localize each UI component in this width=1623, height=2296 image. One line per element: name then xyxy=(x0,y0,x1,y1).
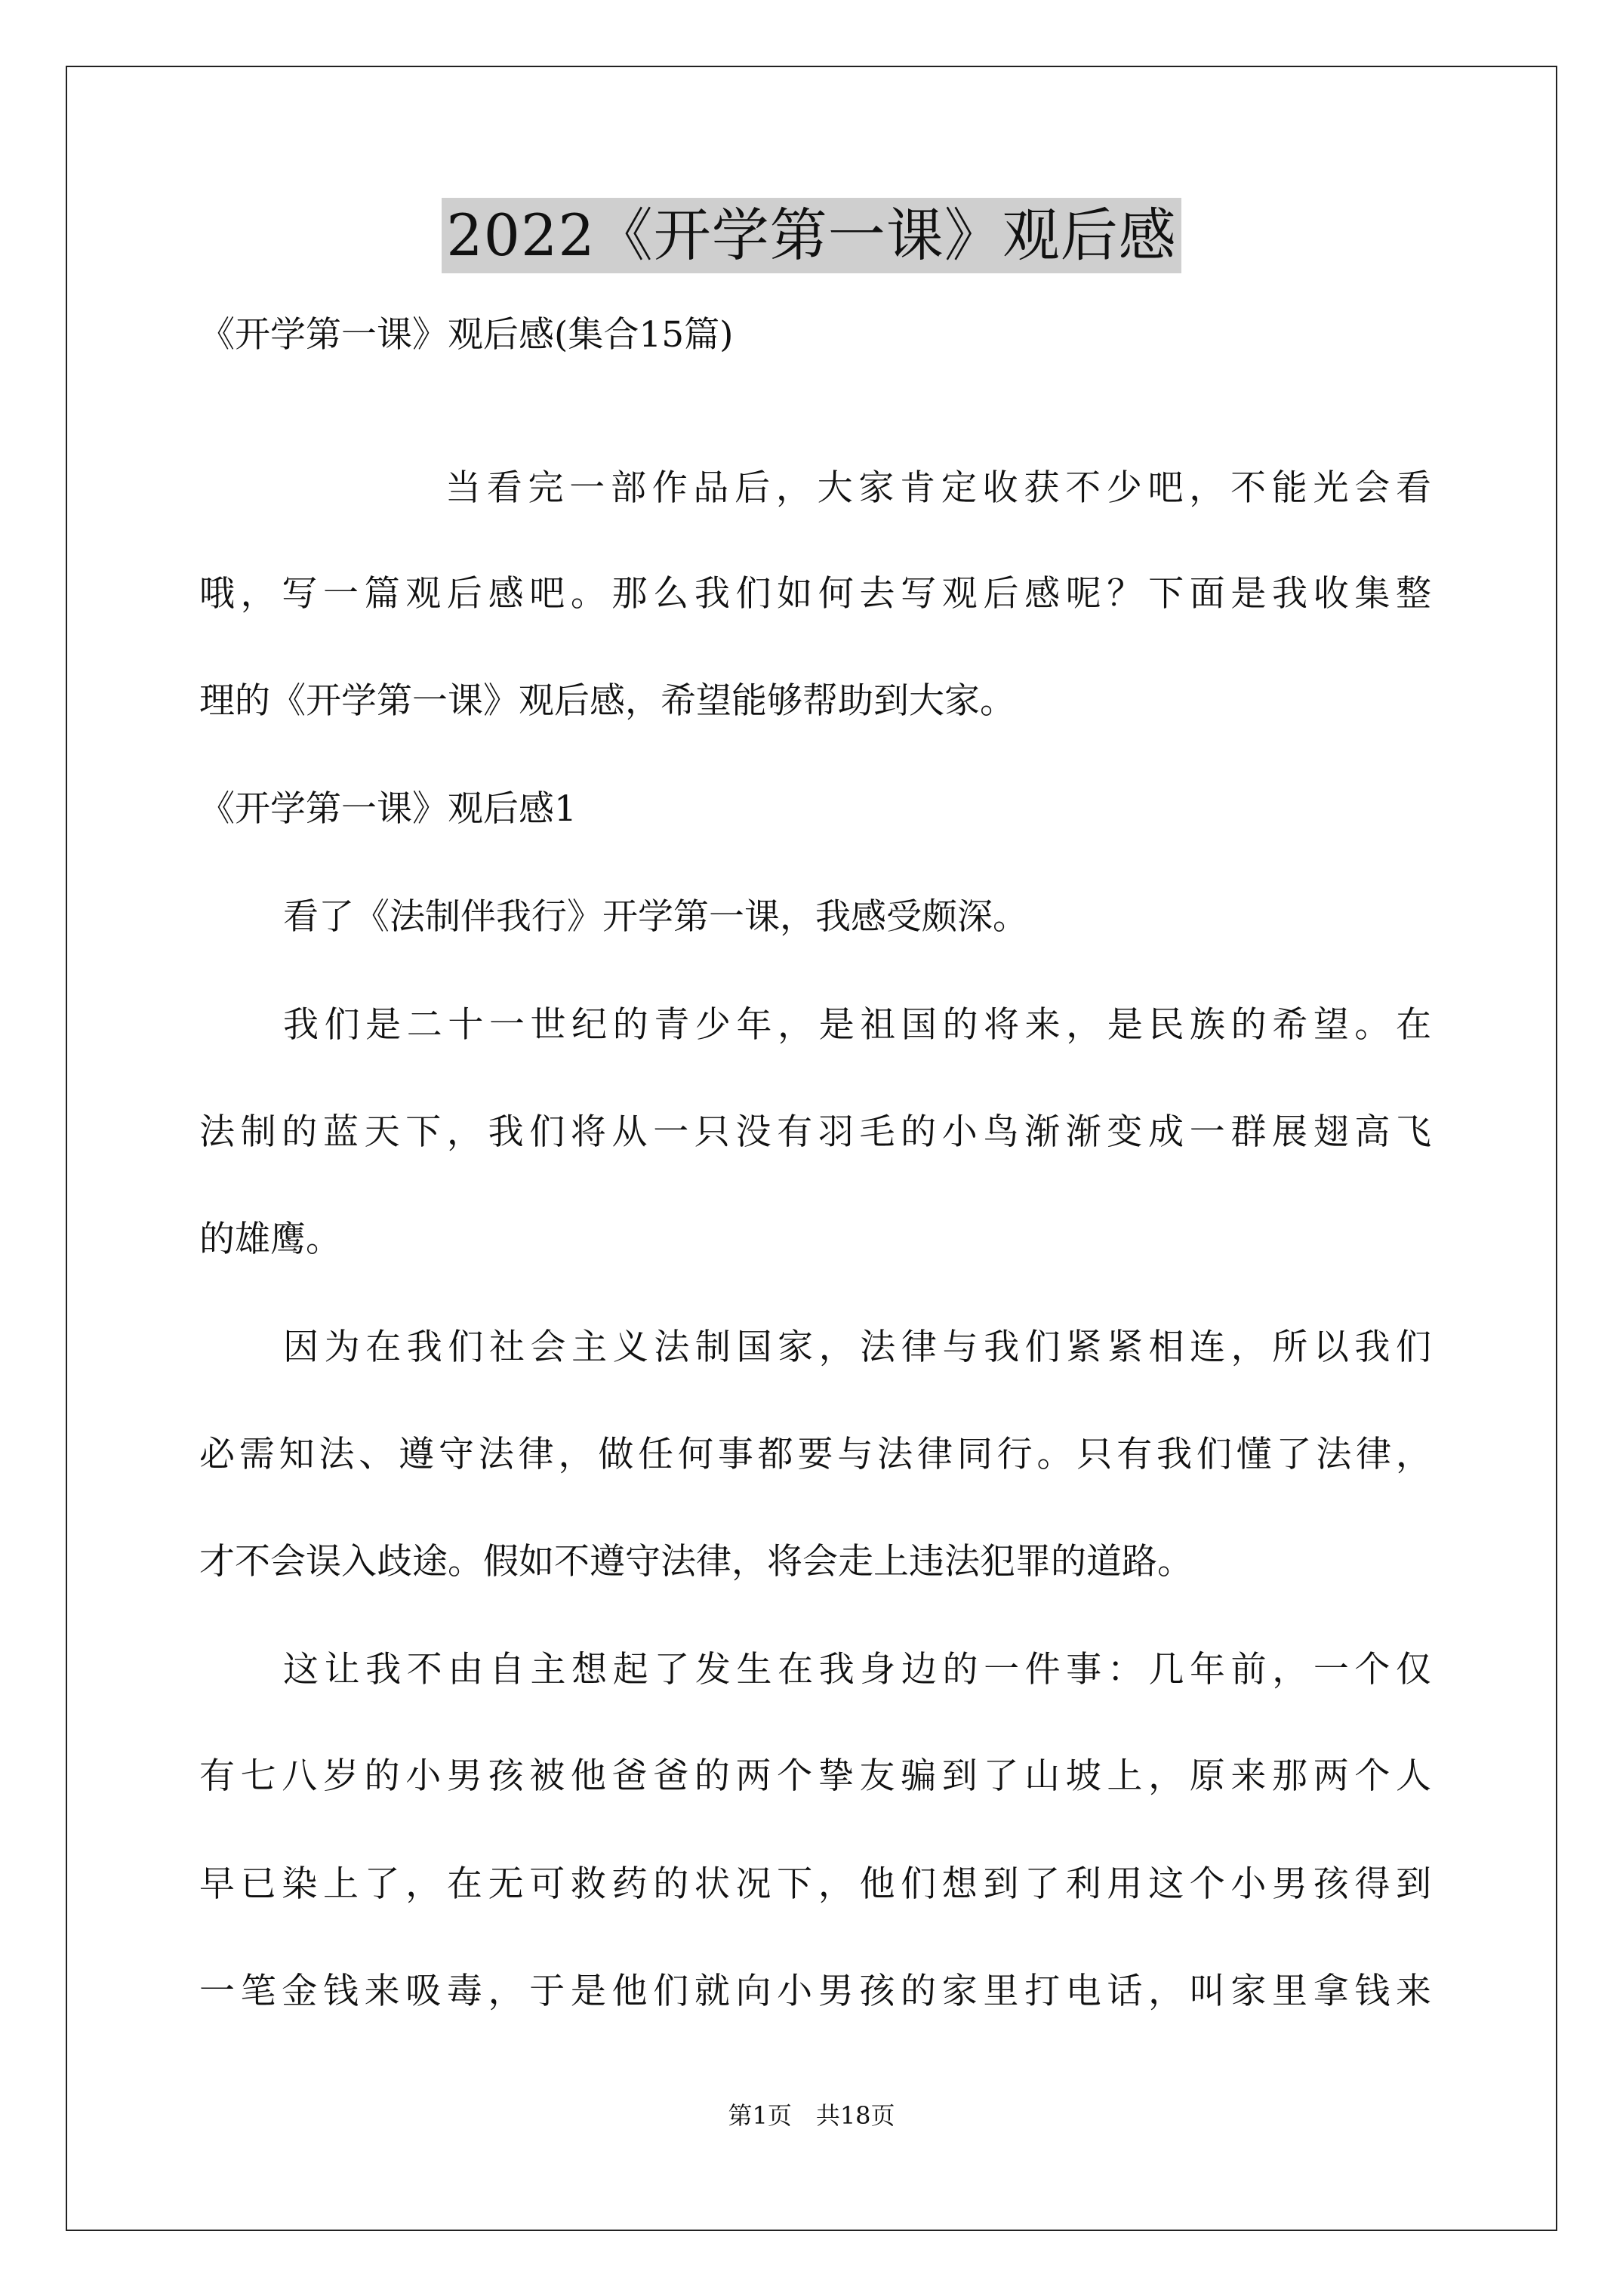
paragraph-4-line-4: 一笔金钱来吸毒，于是他们就向小男孩的家里打电话，叫家里拿钱来 xyxy=(199,1971,1431,2012)
paragraph-2-line-3: 的雄鹰。 xyxy=(199,1219,341,1260)
paragraph-3-line-2: 必需知法、遵守法律，做任何事都要与法律同行。只有我们懂了法律， xyxy=(199,1434,1431,1475)
section-heading: 《开学第一课》观后感1 xyxy=(199,788,577,830)
paragraph-3-line-3: 才不会误入歧途。假如不遵守法律，将会走上违法犯罪的道路。 xyxy=(199,1541,1193,1583)
paragraph-2-line-1: 我们是二十一世纪的青少年，是祖国的将来，是民族的希望。在 xyxy=(283,1004,1431,1046)
paragraph-4-line-1: 这让我不由自主想起了发生在我身边的一件事：几年前，一个仅 xyxy=(283,1649,1431,1690)
paragraph-3-line-1: 因为在我们社会主义法制国家，法律与我们紧紧相连，所以我们 xyxy=(283,1327,1431,1368)
intro-line-3: 理的《开学第一课》观后感，希望能够帮助到大家。 xyxy=(199,680,1015,722)
intro-line-2: 哦，写一篇观后感吧。那么我们如何去写观后感呢？下面是我收集整 xyxy=(199,573,1431,615)
document-title: 2022《开学第一课》观后感 xyxy=(442,198,1181,273)
document-subtitle: 《开学第一课》观后感(集合15篇) xyxy=(199,314,734,356)
page-footer: 第1页 共18页 xyxy=(728,2101,895,2130)
paragraph-1-line-1: 看了《法制伴我行》开学第一课，我感受颇深。 xyxy=(283,896,1028,938)
paragraph-2-line-2: 法制的蓝天下，我们将从一只没有羽毛的小鸟渐渐变成一群展翅高飞 xyxy=(199,1111,1431,1153)
title-container xyxy=(0,198,1623,273)
paragraph-4-line-3: 早已染上了，在无可救药的状况下，他们想到了利用这个小男孩得到 xyxy=(199,1863,1431,1905)
intro-line-1: 当看完一部作品后，大家肯定收获不少吧，不能光会看 xyxy=(445,467,1431,509)
paragraph-4-line-2: 有七八岁的小男孩被他爸爸的两个挚友骗到了山坡上，原来那两个人 xyxy=(199,1755,1431,1797)
